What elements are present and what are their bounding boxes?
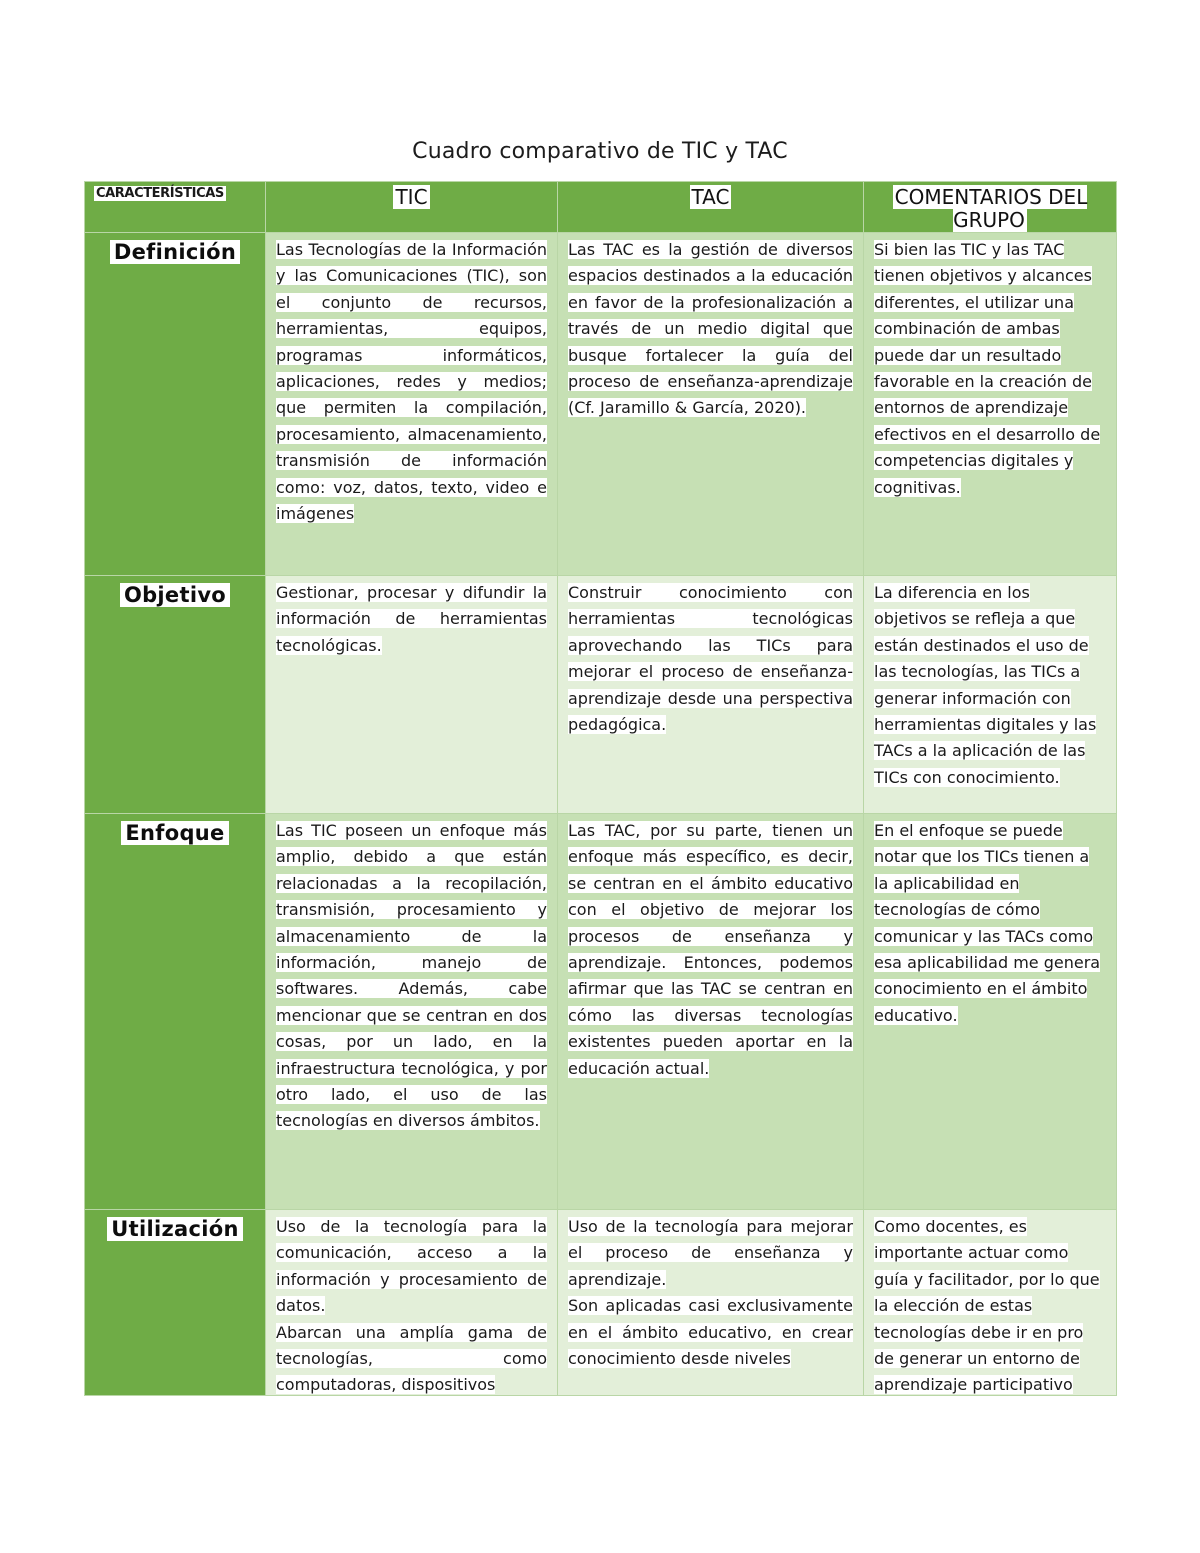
cell-comentarios-enfoque xyxy=(864,814,1117,1210)
header-tic xyxy=(266,182,558,233)
cell-tac-objetivo xyxy=(558,576,864,814)
row-enfoque xyxy=(85,814,1117,1210)
row-label-utilizacion: Utilización xyxy=(107,1217,242,1241)
row-label-definicion: Definición xyxy=(110,240,240,264)
text-tac-utilizacion-2: Son aplicadas casi exclusivamente en el ámbito educativo, en crear conocimiento desde niveles xyxy=(568,1296,853,1369)
text-comentarios-utilizacion: Como docentes, es importante actuar como guía y facilitador, por lo que la elección de estas tecnologías debe ir en pro de generar un entorno de aprendizaje participativo xyxy=(874,1217,1100,1395)
cell-tac-definicion xyxy=(558,233,864,576)
header-row xyxy=(85,182,1117,233)
cell-tic-enfoque xyxy=(266,814,558,1210)
cell-tic-definicion xyxy=(266,233,558,576)
header-comentarios-label: COMENTARIOS DEL GRUPO xyxy=(894,185,1088,232)
header-tac xyxy=(558,182,864,233)
cell-comentarios-utilizacion xyxy=(864,1210,1117,1396)
text-tic-utilizacion-2: Abarcan una amplía gama de tecnologías, como computadoras, dispositivos xyxy=(276,1322,547,1395)
row-label-cell xyxy=(85,814,266,1210)
row-label-cell xyxy=(85,1210,266,1396)
text-tac-objetivo: Construir conocimiento con herramientas tecnológicas aprovechando las TICs para mejorar el proceso de enseñanza- aprendizaje desde una perspectiva pedagógica. xyxy=(568,583,853,735)
header-comentarios xyxy=(864,182,1117,233)
text-tic-utilizacion-1: Uso de la tecnología para la comunicación, acceso a la información y procesamiento de datos. xyxy=(276,1217,547,1316)
comparison-table xyxy=(84,181,1117,1396)
row-label-objetivo: Objetivo xyxy=(120,583,230,607)
text-comentarios-objetivo: La diferencia en los objetivos se refleja a que están destinados el uso de las tecnologías, las TICs a generar información con herramientas digitales y las TACs a la aplicación de las TICs con conocimiento. xyxy=(874,583,1097,787)
cell-tic-utilizacion xyxy=(266,1210,558,1396)
row-definicion xyxy=(85,233,1117,576)
text-comentarios-definicion: Si bien las TIC y las TAC tienen objetivos y alcances diferentes, el utilizar una combinación de ambas puede dar un resultado favorable en la creación de entornos de aprendizaje efectivos en el desarrollo de competencias digitales y cognitivas. xyxy=(874,240,1101,497)
cell-tac-utilizacion xyxy=(558,1210,864,1396)
text-tac-enfoque: Las TAC, por su parte, tienen un enfoque más específico, es decir, se centran en el ámbito educativo con el objetivo de mejorar los procesos de enseñanza y aprendizaje. Entonces, podemos afirmar que las TAC se centran en cómo las diversas tecnologías existentes pueden aportar en la educación actual. xyxy=(568,821,853,1078)
cell-comentarios-definicion xyxy=(864,233,1117,576)
cell-tic-objetivo xyxy=(266,576,558,814)
text-tac-utilizacion-1: Uso de la tecnología para mejorar el proceso de enseñanza y aprendizaje. xyxy=(568,1217,853,1289)
header-caracteristicas xyxy=(85,182,266,233)
row-label-enfoque: Enfoque xyxy=(121,821,228,845)
cell-tac-enfoque xyxy=(558,814,864,1210)
text-tic-enfoque: Las TIC poseen un enfoque más amplio, debido a que están relacionadas a la recopilación, transmisión, procesamiento y almacenamiento de la información, manejo de softwares. Además, cabe mencionar que se centran en dos cosas, por un lado, en la infraestructura tecnológica, y por otro lado, el uso de las tecnologías en diversos ámbitos. xyxy=(276,821,547,1131)
document-title: Cuadro comparativo de TIC y TAC xyxy=(412,139,788,164)
row-label-cell xyxy=(85,576,266,814)
row-objetivo xyxy=(85,576,1117,814)
row-utilizacion xyxy=(85,1210,1117,1396)
header-caracteristicas-label: CARACTERÍSTICAS xyxy=(96,186,224,201)
text-tic-definicion: Las Tecnologías de la Información y las Comunicaciones (TIC), son el conjunto de recursos, herramientas, equipos, programas informáticos, aplicaciones, redes y medios; que permiten la compilación, procesamiento, almacenamiento, transmisión de información como: voz, datos, texto, video e imágenes xyxy=(276,240,547,524)
header-tic-label: TIC xyxy=(395,185,428,209)
text-tic-objetivo: Gestionar, procesar y difundir la información de herramientas tecnológicas. xyxy=(276,583,547,655)
row-label-cell xyxy=(85,233,266,576)
text-comentarios-enfoque: En el enfoque se puede notar que los TICs tienen a la aplicabilidad en tecnologías de cómo comunicar y las TACs como esa aplicabilidad me genera conocimiento en el ámbito educativo. xyxy=(874,821,1101,1025)
cell-comentarios-objetivo xyxy=(864,576,1117,814)
header-tac-label: TAC xyxy=(691,185,730,209)
text-tac-definicion: Las TAC es la gestión de diversos espacios destinados a la educación en favor de la profesionalización a través de un medio digital que busque fortalecer la guía del proceso de enseñanza-aprendizaje (Cf. Jaramillo & García, 2020). xyxy=(568,240,853,418)
